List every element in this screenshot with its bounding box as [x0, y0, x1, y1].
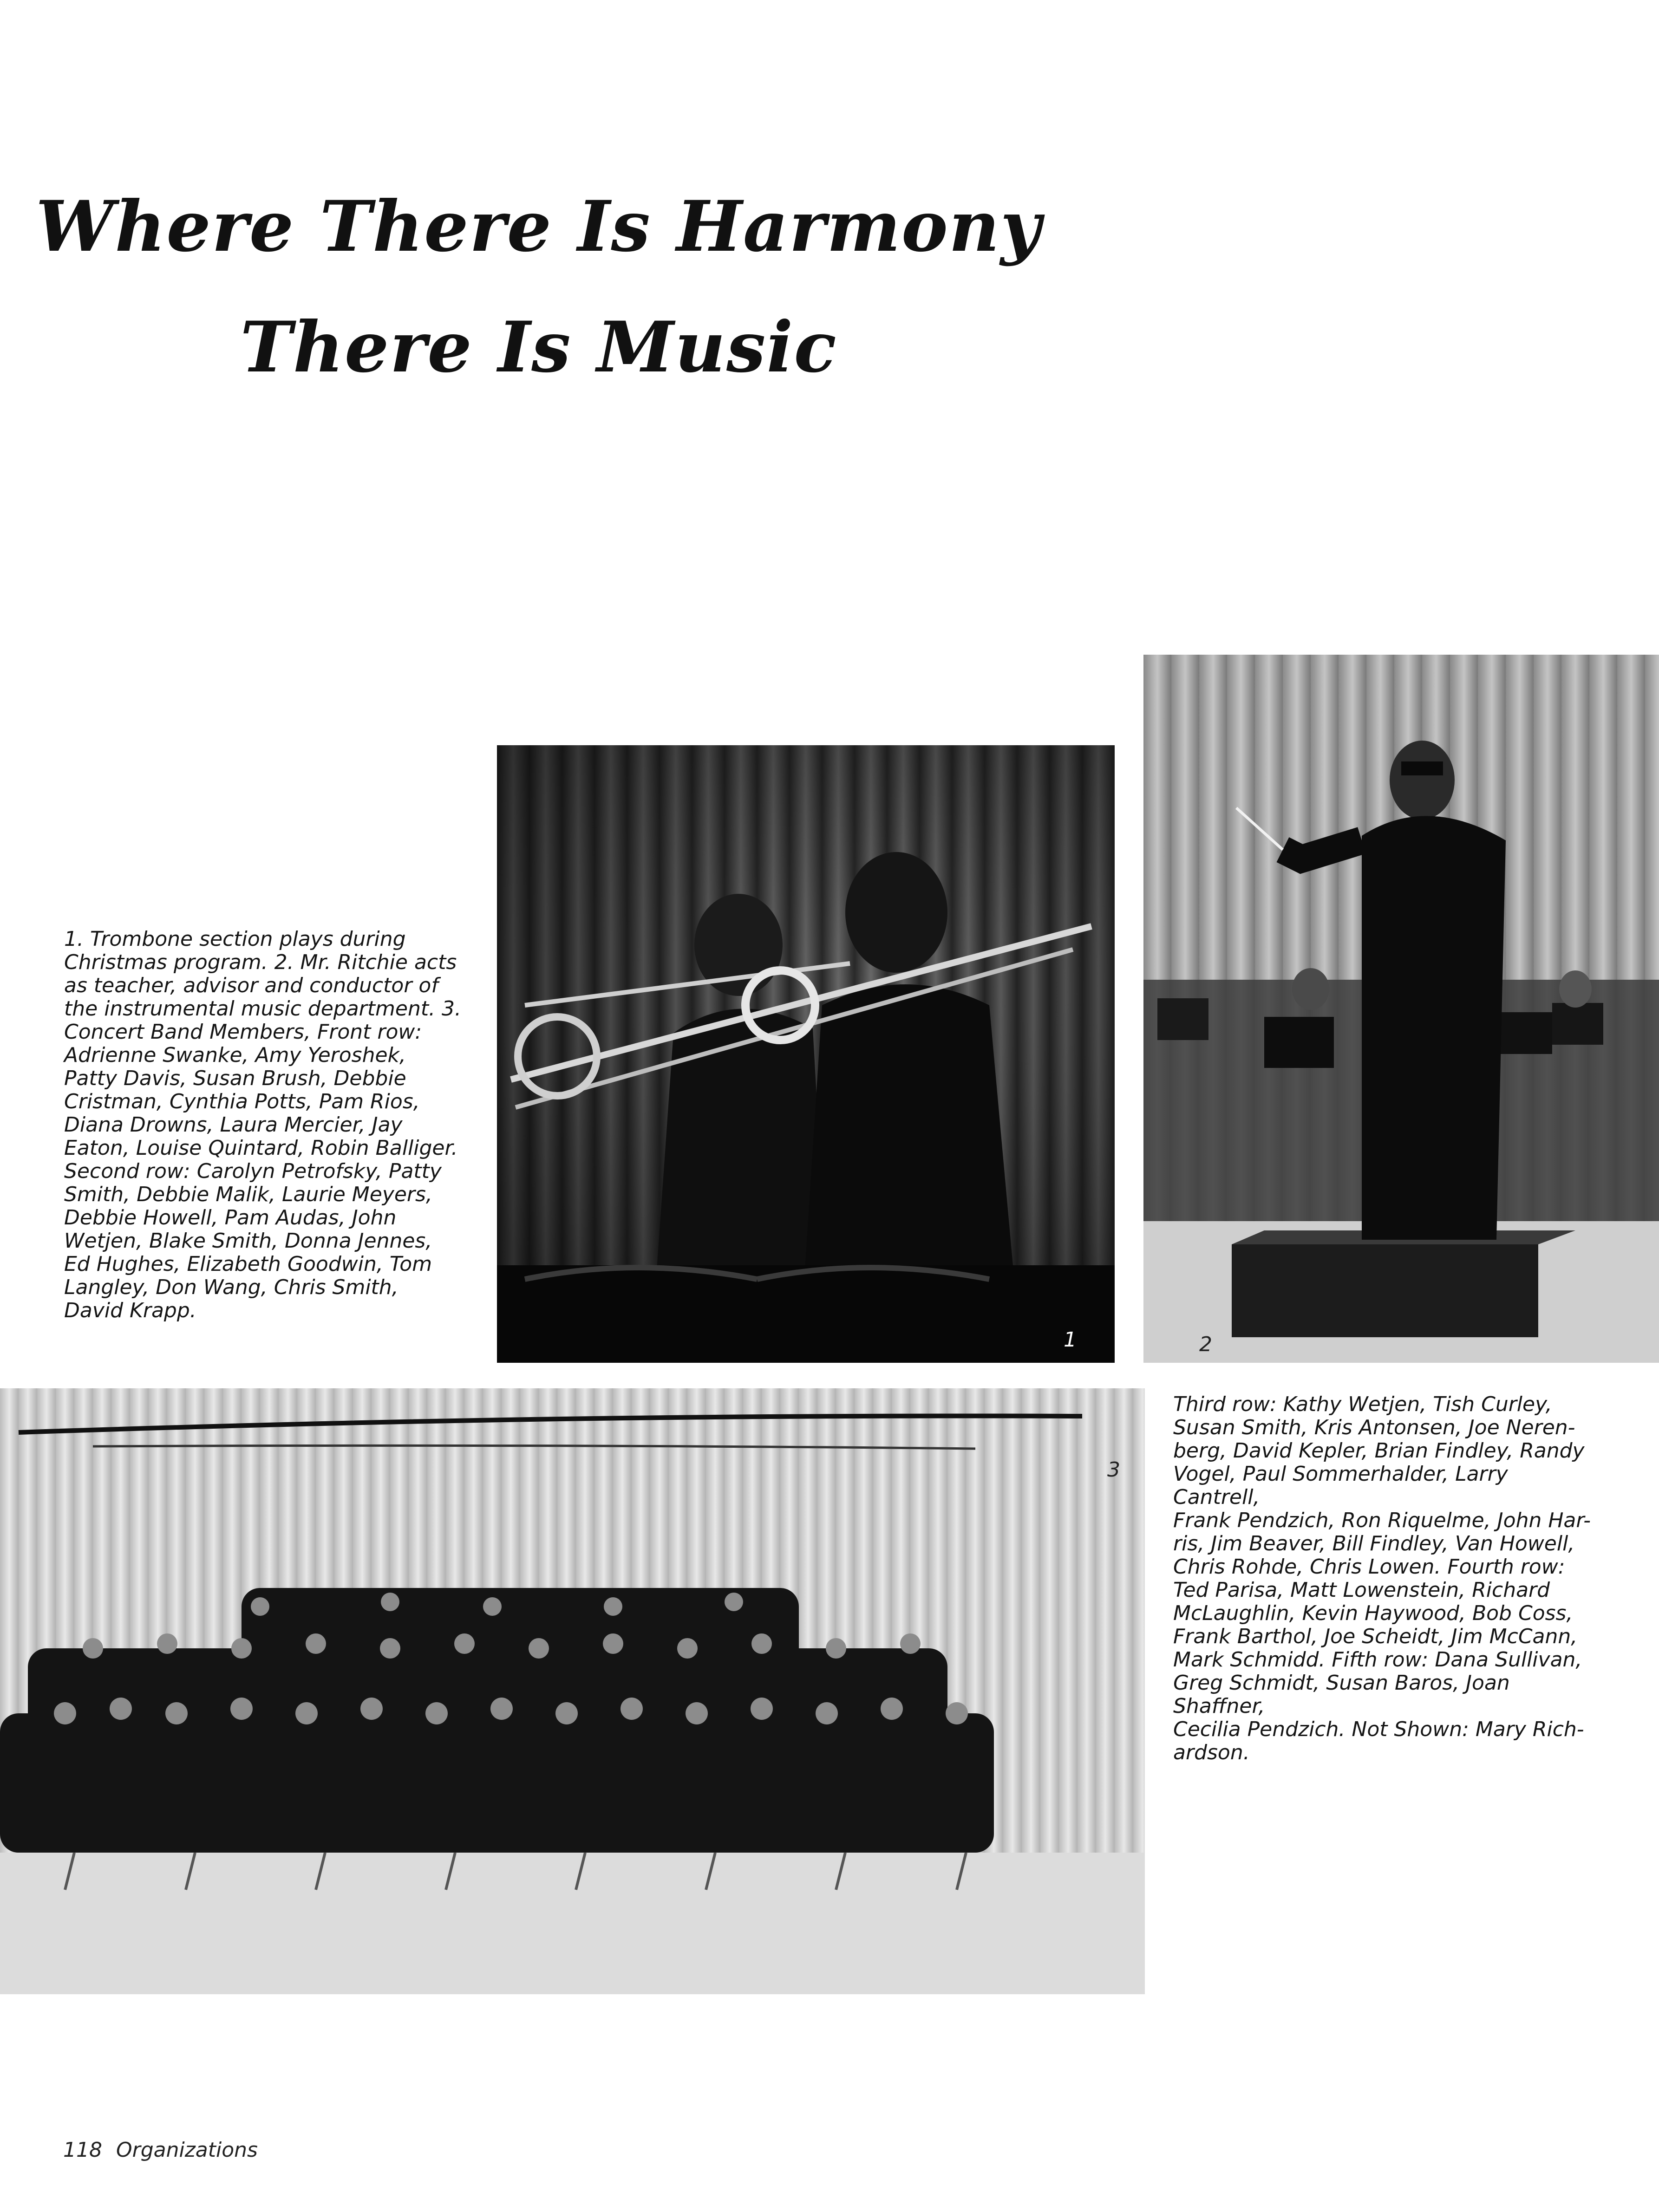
caption-line: Vogel, Paul Sommerhalder, Larry Cantrell, [1173, 1462, 1508, 1509]
caption-line: Susan Smith, Kris Antonsen, Joe Neren- [1173, 1416, 1575, 1439]
photo-conductor [1143, 655, 1659, 1363]
photo-trombone-section [497, 745, 1115, 1363]
caption-line: Frank Barthol, Joe Scheidt, Jim McCann, [1173, 1625, 1578, 1648]
caption-line: Adrienne Swanke, Amy Yeroshek, [64, 1043, 406, 1067]
caption-line: 1. Trombone section plays during [64, 927, 406, 951]
caption-line: Wetjen, Blake Smith, Donna Jennes, [64, 1229, 432, 1253]
photo-concert-band [0, 1388, 1145, 1994]
caption-line: as teacher, advisor and conductor of [64, 974, 438, 997]
caption-line: Second row: Carolyn Petrofsky, Patty [64, 1159, 442, 1183]
section-name: Organizations [116, 2138, 258, 2162]
page-footer [63, 2138, 272, 2162]
page-title-line-2: There Is Music [240, 306, 837, 388]
caption-line: Smith, Debbie Malik, Laurie Meyers, [64, 1183, 432, 1206]
caption-right [1173, 1393, 1591, 1764]
caption-line: Concert Band Members, Front row: [64, 1020, 422, 1044]
photo-3-number: 3 [1107, 1458, 1120, 1482]
caption-line: ris, Jim Beaver, Bill Findley, Van Howell, [1173, 1532, 1575, 1555]
caption-line: berg, David Kepler, Brian Findley, Randy [1173, 1439, 1585, 1463]
caption-line: Langley, Don Wang, Chris Smith, [64, 1275, 398, 1299]
caption-line: the instrumental music department. 3. [64, 997, 462, 1021]
caption-line: Frank Pendzich, Ron Riquelme, John Har- [1173, 1509, 1591, 1532]
caption-line: Mark Schmidd. Fifth row: Dana Sullivan, [1173, 1648, 1582, 1672]
photo-2-number: 2 [1199, 1333, 1212, 1356]
photo-1-number: 1 [1064, 1328, 1077, 1352]
caption-line: David Krapp. [64, 1299, 196, 1322]
caption-line: Eaton, Louise Quintard, Robin Balliger. [64, 1136, 458, 1160]
caption-line: Ed Hughes, Elizabeth Goodwin, Tom [64, 1252, 432, 1276]
caption-line: Cecilia Pendzich. Not Shown: Mary Rich- [1173, 1718, 1584, 1741]
caption-line: Patty Davis, Susan Brush, Debbie [64, 1067, 406, 1090]
caption-line: Greg Schmidt, Susan Baros, Joan Shaffner, [1173, 1671, 1510, 1718]
caption-line: Christmas program. 2. Mr. Ritchie acts [64, 950, 457, 974]
page-title-line-1: Where There Is Harmony [35, 186, 1042, 267]
caption-line: Chris Rohde, Chris Lowen. Fourth row: [1173, 1555, 1565, 1579]
caption-line: McLaughlin, Kevin Haywood, Bob Coss, [1173, 1601, 1573, 1625]
caption-line: Diana Drowns, Laura Mercier, Jay [64, 1113, 403, 1137]
caption-left [64, 928, 482, 1322]
caption-line: Ted Parisa, Matt Lowenstein, Richard [1173, 1578, 1550, 1602]
page-number: 118 [63, 2138, 102, 2162]
caption-line: ardson. [1173, 1741, 1250, 1764]
caption-line: Cristman, Cynthia Potts, Pam Rios, [64, 1090, 420, 1113]
caption-line: Debbie Howell, Pam Audas, John [64, 1206, 397, 1230]
caption-line: Third row: Kathy Wetjen, Tish Curley, [1173, 1392, 1552, 1416]
